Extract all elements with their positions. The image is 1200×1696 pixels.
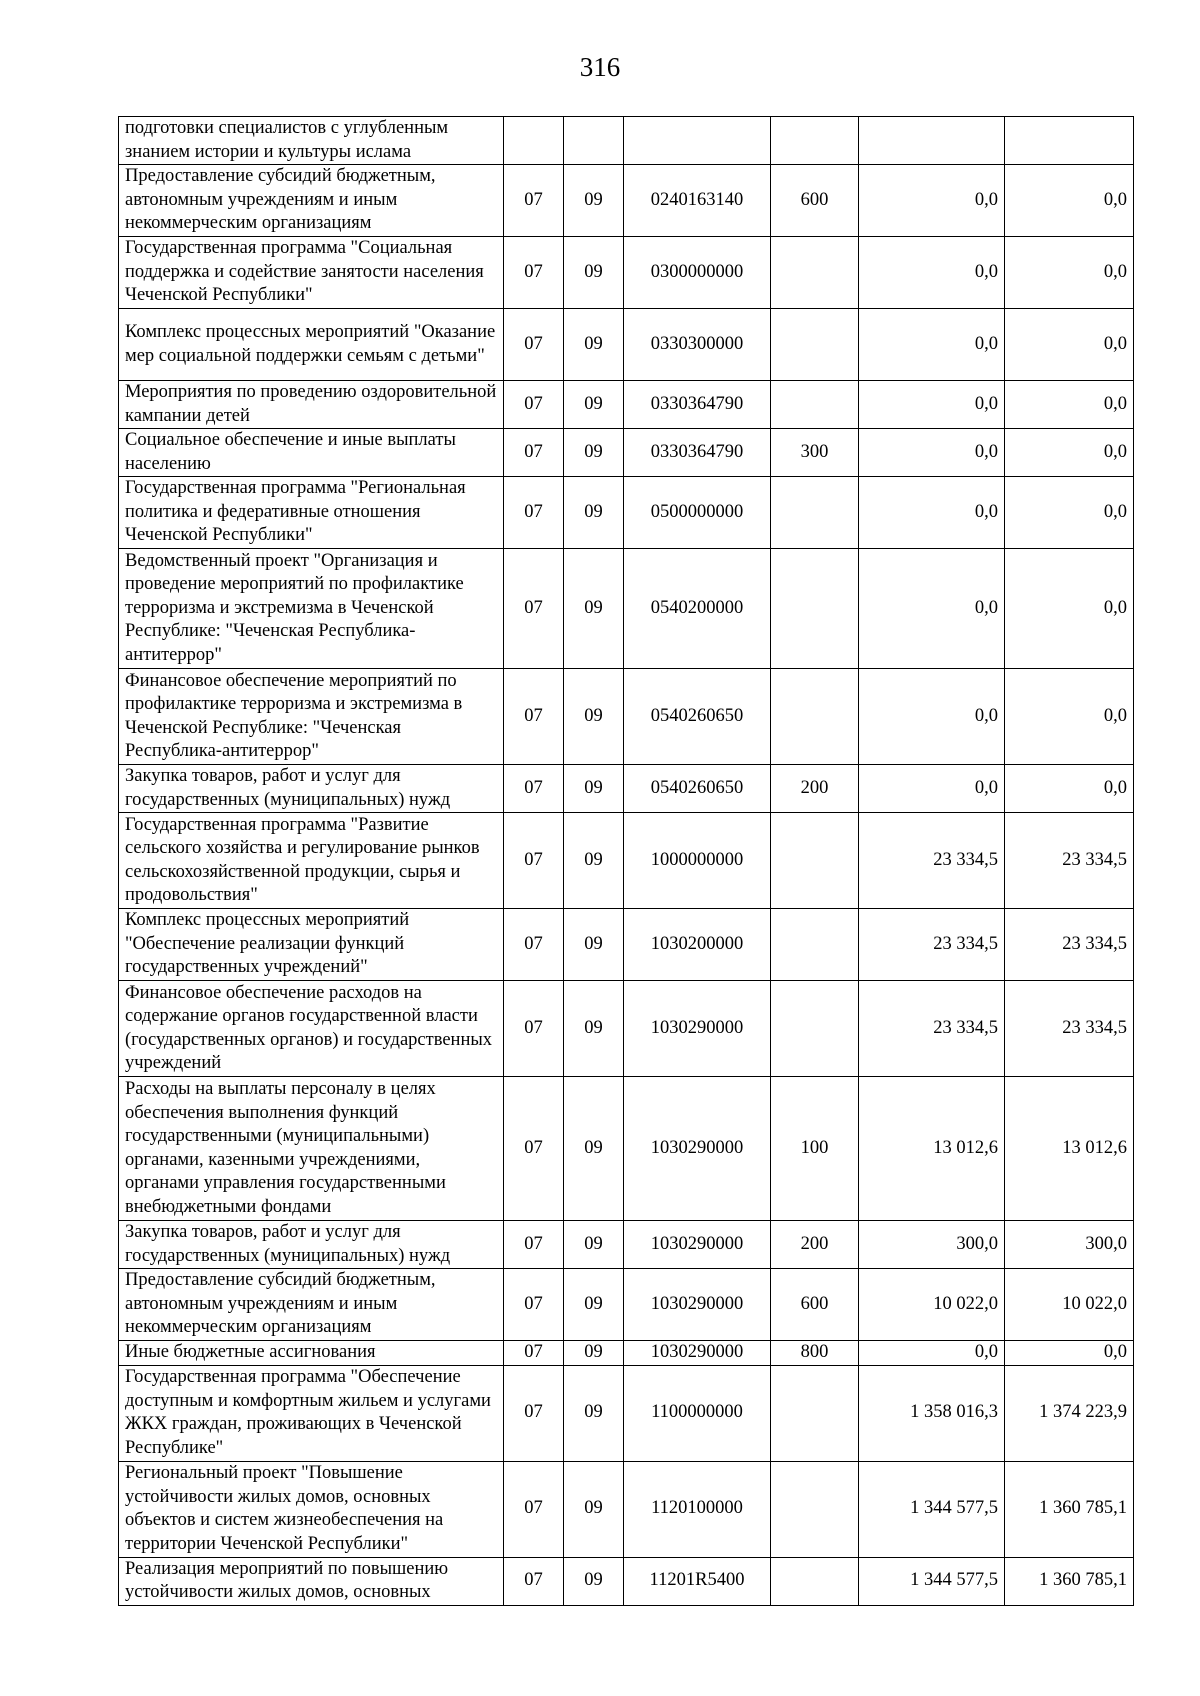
cell-amount-year-2: 10 022,0 <box>1005 1269 1134 1341</box>
cell-subsection: 09 <box>564 765 624 813</box>
cell-name: Расходы на выплаты персоналу в целях обеспечения выполнения функций государственными (муниципальными) органами, казенными учреждениями, органами управления государственными внебюджетными фондами <box>119 1077 504 1221</box>
cell-target-article: 0300000000 <box>624 237 771 309</box>
cell-section: 07 <box>504 165 564 237</box>
cell-section: 07 <box>504 1221 564 1269</box>
cell-name: Комплекс процессных мероприятий "Оказание мер социальной поддержки семьям с детьми" <box>119 309 504 381</box>
cell-subsection: 09 <box>564 909 624 981</box>
cell-section: 07 <box>504 981 564 1077</box>
cell-expense-type: 800 <box>771 1341 859 1366</box>
cell-section: 07 <box>504 549 564 669</box>
cell-amount-year-2: 23 334,5 <box>1005 813 1134 909</box>
cell-section: 07 <box>504 1269 564 1341</box>
cell-target-article: 1120100000 <box>624 1461 771 1557</box>
cell-name: подготовки специалистов с углубленным знанием истории и культуры ислама <box>119 117 504 165</box>
cell-amount-year-2: 0,0 <box>1005 765 1134 813</box>
cell-amount-year-1: 1 358 016,3 <box>859 1365 1005 1461</box>
cell-target-article: 0330364790 <box>624 429 771 477</box>
cell-expense-type <box>771 309 859 381</box>
cell-expense-type <box>771 1365 859 1461</box>
cell-expense-type: 200 <box>771 1221 859 1269</box>
cell-subsection: 09 <box>564 1269 624 1341</box>
cell-target-article <box>624 117 771 165</box>
cell-target-article: 1030290000 <box>624 981 771 1077</box>
cell-amount-year-2: 300,0 <box>1005 1221 1134 1269</box>
table-row <box>119 1221 1134 1269</box>
table-row <box>119 117 1134 165</box>
cell-target-article: 1030290000 <box>624 1077 771 1221</box>
cell-amount-year-1: 1 344 577,5 <box>859 1557 1005 1605</box>
cell-expense-type <box>771 1557 859 1605</box>
table-row <box>119 381 1134 429</box>
cell-amount-year-1: 23 334,5 <box>859 981 1005 1077</box>
cell-subsection: 09 <box>564 381 624 429</box>
table-row <box>119 1557 1134 1605</box>
cell-amount-year-2: 0,0 <box>1005 165 1134 237</box>
cell-subsection: 09 <box>564 165 624 237</box>
cell-amount-year-2: 0,0 <box>1005 429 1134 477</box>
cell-name: Реализация мероприятий по повышению устойчивости жилых домов, основных <box>119 1557 504 1605</box>
cell-expense-type: 300 <box>771 429 859 477</box>
cell-amount-year-2: 1 374 223,9 <box>1005 1365 1134 1461</box>
cell-expense-type <box>771 981 859 1077</box>
cell-target-article: 1030290000 <box>624 1221 771 1269</box>
table-row <box>119 981 1134 1077</box>
cell-amount-year-1: 10 022,0 <box>859 1269 1005 1341</box>
cell-target-article: 0540260650 <box>624 669 771 765</box>
cell-target-article: 11201R5400 <box>624 1557 771 1605</box>
cell-amount-year-1: 0,0 <box>859 309 1005 381</box>
cell-subsection: 09 <box>564 1557 624 1605</box>
cell-subsection: 09 <box>564 309 624 381</box>
cell-amount-year-1: 13 012,6 <box>859 1077 1005 1221</box>
cell-name: Закупка товаров, работ и услуг для государственных (муниципальных) нужд <box>119 765 504 813</box>
cell-expense-type <box>771 909 859 981</box>
cell-name: Социальное обеспечение и иные выплаты населению <box>119 429 504 477</box>
cell-amount-year-2: 0,0 <box>1005 1341 1134 1366</box>
cell-amount-year-2: 0,0 <box>1005 309 1134 381</box>
table-row <box>119 1461 1134 1557</box>
cell-target-article: 0330364790 <box>624 381 771 429</box>
cell-target-article: 0540200000 <box>624 549 771 669</box>
cell-target-article: 0500000000 <box>624 477 771 549</box>
cell-name: Закупка товаров, работ и услуг для государственных (муниципальных) нужд <box>119 1221 504 1269</box>
cell-subsection: 09 <box>564 813 624 909</box>
table-row <box>119 909 1134 981</box>
cell-target-article: 1030200000 <box>624 909 771 981</box>
table-row <box>119 1269 1134 1341</box>
cell-name: Государственная программа "Социальная поддержка и содействие занятости населения Чеченской Республики" <box>119 237 504 309</box>
cell-expense-type <box>771 549 859 669</box>
table-row <box>119 1341 1134 1366</box>
table-row <box>119 549 1134 669</box>
cell-subsection: 09 <box>564 477 624 549</box>
cell-subsection: 09 <box>564 1461 624 1557</box>
cell-subsection: 09 <box>564 1077 624 1221</box>
cell-amount-year-1: 0,0 <box>859 429 1005 477</box>
table-row <box>119 429 1134 477</box>
page-number: 316 <box>579 52 621 82</box>
cell-name: Государственная программа "Развитие сельского хозяйства и регулирование рынков сельскохозяйственной продукции, сырья и продовольствия" <box>119 813 504 909</box>
cell-amount-year-1: 0,0 <box>859 549 1005 669</box>
cell-amount-year-1: 1 344 577,5 <box>859 1461 1005 1557</box>
cell-section: 07 <box>504 477 564 549</box>
cell-amount-year-1: 0,0 <box>859 1341 1005 1366</box>
cell-amount-year-1: 0,0 <box>859 165 1005 237</box>
cell-target-article: 0330300000 <box>624 309 771 381</box>
cell-expense-type <box>771 813 859 909</box>
cell-amount-year-2: 23 334,5 <box>1005 981 1134 1077</box>
table-row <box>119 1077 1134 1221</box>
cell-section <box>504 117 564 165</box>
cell-target-article: 0240163140 <box>624 165 771 237</box>
cell-target-article: 1000000000 <box>624 813 771 909</box>
cell-subsection: 09 <box>564 237 624 309</box>
cell-amount-year-1: 23 334,5 <box>859 909 1005 981</box>
cell-target-article: 1030290000 <box>624 1341 771 1366</box>
cell-name: Предоставление субсидий бюджетным, автономным учреждениям и иным некоммерческим организациям <box>119 165 504 237</box>
cell-amount-year-1: 300,0 <box>859 1221 1005 1269</box>
cell-amount-year-1: 0,0 <box>859 669 1005 765</box>
cell-section: 07 <box>504 1077 564 1221</box>
cell-section: 07 <box>504 429 564 477</box>
cell-amount-year-2: 1 360 785,1 <box>1005 1461 1134 1557</box>
cell-subsection: 09 <box>564 1221 624 1269</box>
cell-section: 07 <box>504 669 564 765</box>
cell-section: 07 <box>504 237 564 309</box>
cell-name: Государственная программа "Обеспечение доступным и комфортным жильем и услугами ЖКХ граждан, проживающих в Чеченской Республике" <box>119 1365 504 1461</box>
table-row <box>119 237 1134 309</box>
cell-expense-type: 200 <box>771 765 859 813</box>
cell-expense-type <box>771 477 859 549</box>
cell-amount-year-1: 0,0 <box>859 381 1005 429</box>
cell-target-article: 1030290000 <box>624 1269 771 1341</box>
cell-name: Государственная программа "Региональная политика и федеративные отношения Чеченской Республики" <box>119 477 504 549</box>
cell-amount-year-2: 0,0 <box>1005 477 1134 549</box>
cell-name: Финансовое обеспечение мероприятий по профилактике терроризма и экстремизма в Чеченской Республике: "Чеченская Республика-антитеррор" <box>119 669 504 765</box>
cell-section: 07 <box>504 909 564 981</box>
cell-name: Финансовое обеспечение расходов на содержание органов государственной власти (государственных органов) и государственных учреждений <box>119 981 504 1077</box>
cell-subsection: 09 <box>564 549 624 669</box>
cell-amount-year-2: 13 012,6 <box>1005 1077 1134 1221</box>
cell-subsection: 09 <box>564 669 624 765</box>
cell-section: 07 <box>504 309 564 381</box>
table-row <box>119 477 1134 549</box>
cell-expense-type <box>771 669 859 765</box>
cell-name: Комплекс процессных мероприятий "Обеспечение реализации функций государственных учреждений" <box>119 909 504 981</box>
cell-expense-type <box>771 381 859 429</box>
cell-amount-year-1: 0,0 <box>859 765 1005 813</box>
cell-amount-year-2: 1 360 785,1 <box>1005 1557 1134 1605</box>
cell-amount-year-2: 0,0 <box>1005 381 1134 429</box>
cell-target-article: 1100000000 <box>624 1365 771 1461</box>
cell-amount-year-1 <box>859 117 1005 165</box>
table-row <box>119 165 1134 237</box>
cell-section: 07 <box>504 1341 564 1366</box>
cell-subsection: 09 <box>564 1365 624 1461</box>
cell-subsection: 09 <box>564 981 624 1077</box>
table-row <box>119 669 1134 765</box>
cell-expense-type <box>771 117 859 165</box>
cell-expense-type: 600 <box>771 165 859 237</box>
cell-amount-year-2: 0,0 <box>1005 237 1134 309</box>
cell-section: 07 <box>504 1461 564 1557</box>
cell-section: 07 <box>504 1365 564 1461</box>
cell-expense-type <box>771 1461 859 1557</box>
budget-table <box>118 116 1134 1606</box>
cell-subsection <box>564 117 624 165</box>
cell-amount-year-2: 23 334,5 <box>1005 909 1134 981</box>
cell-name: Региональный проект "Повышение устойчивости жилых домов, основных объектов и систем жизнеобеспечения на территории Чеченской Республики" <box>119 1461 504 1557</box>
cell-section: 07 <box>504 765 564 813</box>
cell-amount-year-1: 0,0 <box>859 477 1005 549</box>
cell-amount-year-2: 0,0 <box>1005 669 1134 765</box>
cell-section: 07 <box>504 381 564 429</box>
cell-name: Мероприятия по проведению оздоровительной кампании детей <box>119 381 504 429</box>
cell-subsection: 09 <box>564 429 624 477</box>
cell-subsection: 09 <box>564 1341 624 1366</box>
cell-amount-year-1: 23 334,5 <box>859 813 1005 909</box>
table-row <box>119 1365 1134 1461</box>
cell-amount-year-2 <box>1005 117 1134 165</box>
table-row <box>119 765 1134 813</box>
cell-name: Предоставление субсидий бюджетным, автономным учреждениям и иным некоммерческим организациям <box>119 1269 504 1341</box>
cell-expense-type: 600 <box>771 1269 859 1341</box>
cell-section: 07 <box>504 1557 564 1605</box>
cell-amount-year-2: 0,0 <box>1005 549 1134 669</box>
cell-expense-type <box>771 237 859 309</box>
cell-target-article: 0540260650 <box>624 765 771 813</box>
cell-section: 07 <box>504 813 564 909</box>
cell-name: Иные бюджетные ассигнования <box>119 1341 504 1366</box>
cell-amount-year-1: 0,0 <box>859 237 1005 309</box>
table-row <box>119 309 1134 381</box>
table-row <box>119 813 1134 909</box>
cell-name: Ведомственный проект "Организация и проведение мероприятий по профилактике терроризма и экстремизма в Чеченской Республике: "Чеченская Республика-антитеррор" <box>119 549 504 669</box>
cell-expense-type: 100 <box>771 1077 859 1221</box>
